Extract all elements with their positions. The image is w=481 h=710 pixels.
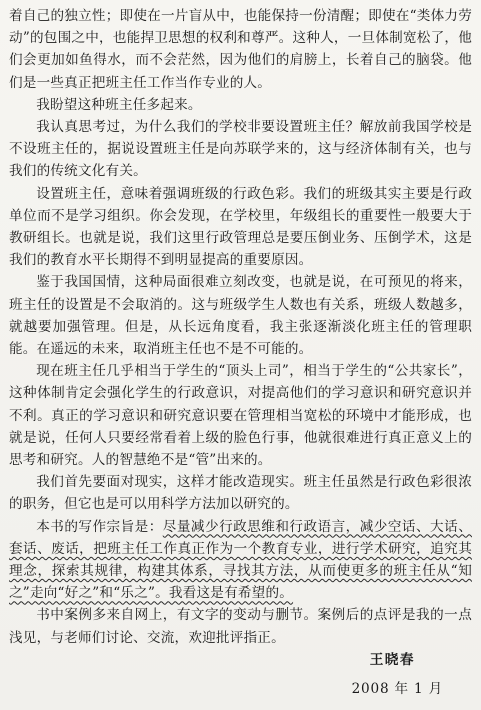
paragraph-7: [9, 516, 472, 605]
paragraph-0: 着自己的独立性；即使在一片盲从中，也能保持一份清醒；即使在“类体力劳动”的包围之中，也能捍卫思想的权利和尊严。这种人，一旦体制宽松了，他们会更加如鱼得水，而不会茫然，因为他们的肩膀上，长着自己的脑袋。他们是一些真正把班主任工作当作专业的人。: [9, 8, 472, 91]
purpose-lead: 本书的写作宗旨是：: [36, 518, 163, 535]
purpose-statement: 尽量减少行政思维和行政语言，减少空话、大话、套话、废话，把班主任工作真正作为一个教育专业，进行学术研究，追究其理念，探索其规律，构建其体系，寻找其方法，从而使更多的班主任从“知之”走向“好之”和“乐之”。我看这是有希望的。: [9, 518, 472, 602]
paragraph-8: 书中案例多来自网上，有文字的变动与删节。案例后的点评是我的一点浅见，与老师们讨论、交流，欢迎批评指正。: [9, 607, 472, 646]
paragraph-2: 我认真思考过，为什么我们的学校非要设置班主任？解放前我国学校是不设班主任的，据说设置班主任是向苏联学来的，这与经济体制有关，也与我们的传统文化有关。: [9, 119, 472, 180]
signature-date: 2008 年 1 月: [351, 681, 443, 697]
paragraph-1: 我盼望这种班主任多起来。: [36, 96, 202, 113]
author-signature: 王晓春: [369, 652, 415, 668]
paragraph-5: 现在班主任几乎相当于学生的“顶头上司”，相当于学生的“公共家长”，这种体制肯定会强化学生的行政意识，对提高他们的学习意识和研究意识并不利。真正的学习意识和研究意识要在管理相当宽松的环境中才能形成，也就是说，任何人只要经常看着上级的脸色行事，他就很难进行真正意义上的思考和研究。人的智慧绝不是“管”出来的。: [9, 363, 472, 469]
paragraph-3: 设置班主任，意味着强调班级的行政色彩。我们的班级其实主要是行政单位而不是学习组织。你会发现，在学校里，年级组长的重要性一般要大于教研组长。也就是说，我们这里行政管理总是要压倒业务、压倒学术，这是我们的教育水平长期得不到明显提高的重要原因。: [9, 185, 472, 269]
paragraph-6: 我们首先要面对现实，这样才能改造现实。班主任虽然是行政色彩很浓的职务，但它也是可以用科学方法加以研究的。: [9, 474, 472, 513]
paragraph-4: 鉴于我国国情，这种局面很难立刻改变，也就是说，在可预见的将来，班主任的设置是不会取消的。这与班级学生人数也有关系，班级人数越多，就越要加强管理。但是，从长远角度看，我主张逐渐淡化班主任的管理职能。在遥远的未来，取消班主任也不是不可能的。: [9, 274, 472, 358]
